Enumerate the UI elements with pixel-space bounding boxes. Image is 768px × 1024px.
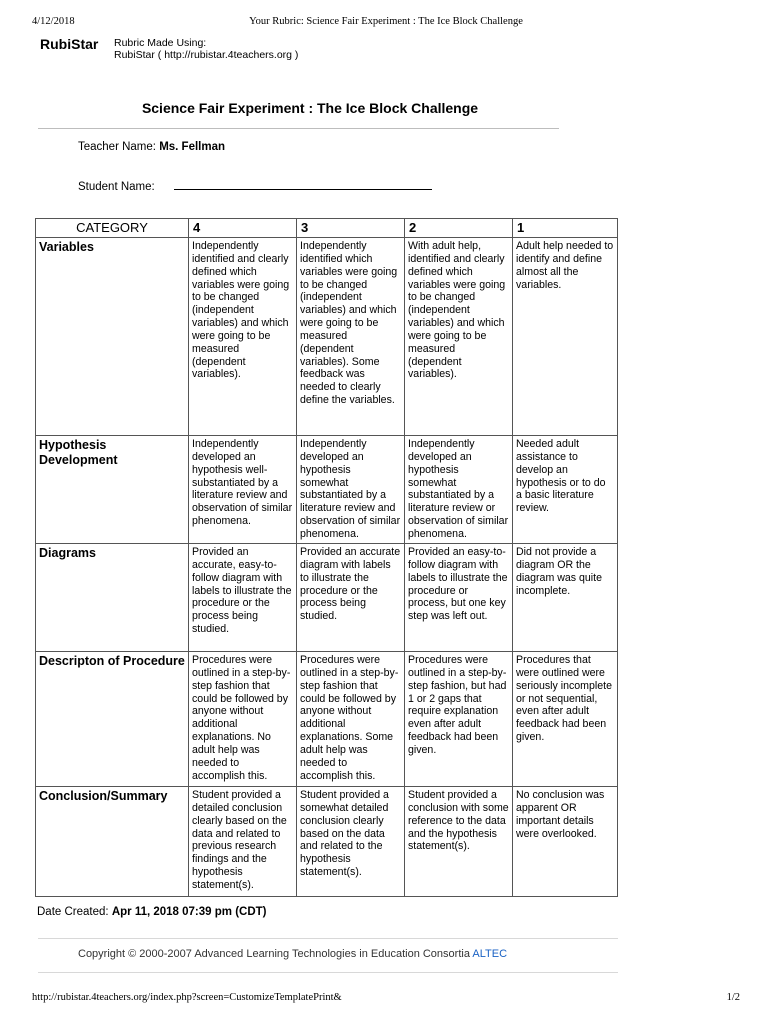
table-cell: Procedures were outlined in a step-by-step fashion, but had 1 or 2 gaps that require explanation even after adult feedback had been given.	[405, 652, 513, 787]
table-row	[36, 544, 618, 652]
table-cell: Independently identified which variables were going to be changed (independent variables) and which were going to be measured (dependent variables). Some feedback was needed to clearly define the variables.	[297, 238, 405, 436]
teacher-name-row	[78, 141, 225, 153]
made-using-suffix: )	[292, 49, 299, 61]
table-cell: Did not provide a diagram OR the diagram was quite incomplete.	[513, 544, 618, 652]
made-using	[114, 37, 298, 61]
row-category: Descripton of Procedure	[36, 652, 189, 787]
table-cell: No conclusion was apparent OR important details were overlooked.	[513, 787, 618, 897]
student-name-row	[78, 179, 432, 193]
table-cell: Provided an easy-to-follow diagram with labels to illustrate the procedure or process, but one key step was left out.	[405, 544, 513, 652]
rubric-table	[35, 218, 618, 897]
header-score-4: 4	[189, 219, 297, 238]
teacher-name-label: Teacher Name:	[78, 141, 156, 153]
copyright-text: Copyright © 2000-2007 Advanced Learning Technologies in Education Consortia	[78, 948, 470, 960]
table-cell: Independently developed an hypothesis somewhat substantiated by a literature review or observation of similar phenomena.	[405, 436, 513, 544]
rubistar-link[interactable]: http://rubistar.4teachers.org	[164, 49, 293, 61]
table-cell: With adult help, identified and clearly defined which variables were going to be changed (independent variables) and which were going to be measured (dependent variables).	[405, 238, 513, 436]
table-cell: Independently developed an hypothesis somewhat substantiated by a literature review and observation of similar phenomena.	[297, 436, 405, 544]
table-row	[36, 787, 618, 897]
title-divider	[38, 128, 559, 129]
rubistar-logo[interactable]: RubiStar	[40, 36, 99, 52]
print-url: http://rubistar.4teachers.org/index.php?screen=CustomizeTemplatePrint&	[32, 992, 342, 1003]
row-category: Conclusion/Summary	[36, 787, 189, 897]
made-using-line2	[114, 49, 298, 61]
student-name-label: Student Name:	[78, 181, 155, 193]
teacher-name-value: Ms. Fellman	[159, 141, 226, 153]
date-created-value: Apr 11, 2018 07:39 pm (CDT)	[111, 906, 267, 918]
table-cell: Procedures were outlined in a step-by-step fashion that could be followed by anyone without additional explanations. No adult help was needed to accomplish this.	[189, 652, 297, 787]
table-cell: Provided an accurate diagram with labels to illustrate the procedure or the process being studied.	[297, 544, 405, 652]
table-cell: Needed adult assistance to develop an hypothesis or to do a basic literature review.	[513, 436, 618, 544]
document-title: Science Fair Experiment : The Ice Block Challenge	[141, 100, 479, 116]
print-footer	[32, 992, 740, 1003]
table-cell: Student provided a somewhat detailed conclusion clearly based on the data and related to the hypothesis statement(s).	[297, 787, 405, 897]
made-using-line1: Rubric Made Using:	[114, 37, 207, 49]
header-score-3: 3	[297, 219, 405, 238]
student-name-blank	[174, 179, 432, 190]
date-created-label: Date Created:	[37, 906, 109, 918]
rubric-header-row	[36, 219, 618, 238]
altec-link[interactable]: ALTEC	[472, 948, 508, 960]
copyright	[78, 948, 507, 960]
table-cell: Provided an accurate, easy-to-follow diagram with labels to illustrate the procedure or the process being studied.	[189, 544, 297, 652]
table-row	[36, 436, 618, 544]
print-page-number: 1/2	[726, 992, 740, 1003]
header-category: CATEGORY	[36, 219, 189, 238]
date-created	[37, 906, 266, 918]
footer-divider-bottom	[38, 972, 618, 973]
made-using-prefix: RubiStar (	[114, 49, 165, 61]
table-cell: Student provided a detailed conclusion clearly based on the data and related to previous research findings and the hypothesis statement(s).	[189, 787, 297, 897]
table-cell: Procedures that were outlined were seriously incomplete or not sequential, even after adult feedback had been given.	[513, 652, 618, 787]
row-category: Variables	[36, 238, 189, 436]
print-title: Your Rubric: Science Fair Experiment : The Ice Block Challenge	[249, 16, 523, 27]
table-cell: Student provided a conclusion with some reference to the data and the hypothesis statement(s).	[405, 787, 513, 897]
print-date: 4/12/2018	[32, 16, 75, 27]
header-score-1: 1	[513, 219, 618, 238]
print-header	[32, 16, 740, 27]
table-cell: Adult help needed to identify and define almost all the variables.	[513, 238, 618, 436]
table-cell: Independently developed an hypothesis well-substantiated by a literature review and observation of similar phenomena.	[189, 436, 297, 544]
table-cell: Independently identified and clearly defined which variables were going to be changed (independent variables) and which were going to be measured (dependent variables).	[189, 238, 297, 436]
header-score-2: 2	[405, 219, 513, 238]
table-row	[36, 652, 618, 787]
row-category: Hypothesis Development	[36, 436, 189, 544]
footer-divider-top	[38, 938, 618, 939]
table-row	[36, 238, 618, 436]
table-cell: Procedures were outlined in a step-by-step fashion that could be followed by anyone without additional explanations. Some adult help was needed to accomplish this.	[297, 652, 405, 787]
row-category: Diagrams	[36, 544, 189, 652]
